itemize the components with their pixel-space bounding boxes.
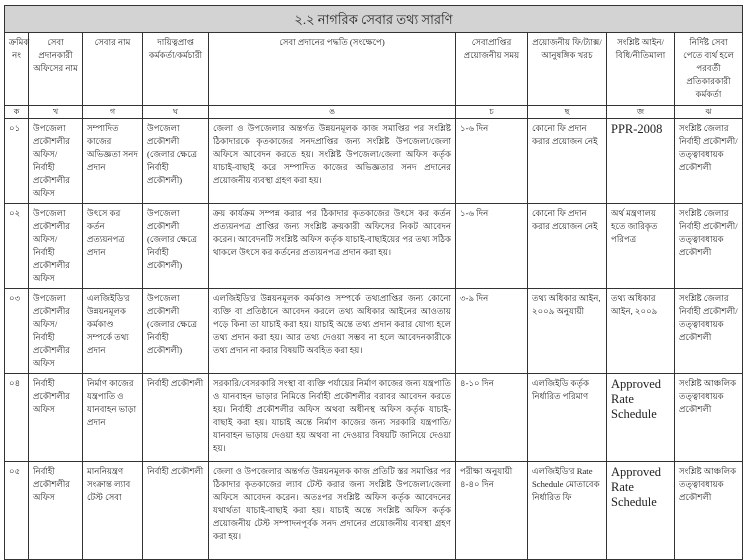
cell-officer: নির্বাহী প্রকৌশলী xyxy=(143,462,209,560)
cell-process: ক্রয় কার্যক্রম সম্পন্ন করার পর ঠিকাদার কৃতকাজের উৎসে কর কর্তন প্রত্যয়নপত্র প্রাপ্তির জন্য সংশ্লিষ্ট ক্রয়কারী অফিসের নিকট আবেদন করেন। আবেদনটি সংশ্লিষ্ট অফিস কর্তৃক যাচাই-বাছাইয়ের পর তথ্য সঠিক থাকলে উৎসে কর কর্তনের প্রত্যয়নপত্র প্রদান করা হয়। xyxy=(209,204,456,289)
cell-office: নির্বাহী প্রকৌশলীর অফিস xyxy=(29,462,83,560)
table-row xyxy=(5,119,743,204)
cell-office: উপজেলা প্রকৌশলীর অফিস/নির্বাহী প্রকৌশলীর অফিস xyxy=(29,204,83,289)
cell-no: ০৩ xyxy=(5,289,29,374)
table-title: ২.২ নাগরিক সেবার তথ্য সারণি xyxy=(5,6,743,33)
column-letter: ঝ xyxy=(675,106,743,119)
cell-officer: উপজেলা প্রকৌশলী (জেলার ক্ষেত্রে নির্বাহী প্রকৌশলী) xyxy=(143,289,209,374)
cell-office: উপজেলা প্রকৌশলীর অফিস/নির্বাহী প্রকৌশলীর অফিস xyxy=(29,119,83,204)
cell-appeal: সংশ্লিষ্ট জেলার নির্বাহী প্রকৌশলী/ তত্ত্বাবধায়ক প্রকৌশলী xyxy=(675,119,743,204)
cell-time: ১-৬ দিন xyxy=(456,119,528,204)
column-letter-row xyxy=(5,106,743,119)
cell-fee: কোনো ফি প্রদান করার প্রয়োজন নেই xyxy=(528,119,607,204)
cell-service: এলজিইডি'র উন্নয়নমূলক কর্মকাণ্ড সম্পর্কে তথ্য প্রদান xyxy=(83,289,143,374)
cell-process: এলজিইডি'র উন্নয়নমূলক কর্মকাণ্ড সম্পর্কে তথ্যপ্রাপ্তির জন্য কোনো ব্যক্তি বা প্রতিষ্ঠানে আবেদন করলে তথ্য অধিকার আইনের আওতায় পড়ে কিনা তা যাচাই করা হয়। যাচাই অন্তে তথ্য প্রদান করার যোগ্য হলে তথ্য প্রদান করা হয়। আর তথ্য দেওয়া সম্ভব না হলে আবেদনকারীকে তথ্য প্রদান না করার বিষয়টি অবহিত করা হয়। xyxy=(209,289,456,374)
column-header-required-time: সেবাপ্রাপ্তির প্রয়োজনীয় সময় xyxy=(456,33,528,106)
column-header-office-name: সেবা প্রদানকারী অফিসের নাম xyxy=(29,33,83,106)
table-row xyxy=(5,462,743,560)
cell-office: নির্বাহী প্রকৌশলীর অফিস xyxy=(29,374,83,462)
cell-service: সম্পাদিত কাজের অভিজ্ঞতা সনদ প্রদান xyxy=(83,119,143,204)
cell-appeal: সংশ্লিষ্ট জেলার নির্বাহী প্রকৌশলী/ তত্ত্বাবধায়ক প্রকৌশলী xyxy=(675,204,743,289)
cell-no: ০৫ xyxy=(5,462,29,560)
table-row xyxy=(5,374,743,462)
column-header-appeal-officer: নির্দিষ্ট সেবা পেতে ব্যর্থ হলে পরবর্তী প্রতিকারকারী কর্মকর্তা xyxy=(675,33,743,106)
cell-time: ৪-১০ দিন xyxy=(456,374,528,462)
column-header-service-procedure: সেবা প্রদানের পদ্ধতি (সংক্ষেপে) xyxy=(209,33,456,106)
citizen-service-table xyxy=(4,5,743,560)
cell-officer: উপজেলা প্রকৌশলী (জেলার ক্ষেত্রে নির্বাহী প্রকৌশলী) xyxy=(143,119,209,204)
cell-law: Approved Rate Schedule xyxy=(607,374,675,462)
cell-no: ০৪ xyxy=(5,374,29,462)
column-letter: জ xyxy=(607,106,675,119)
column-header-responsible-officer: দায়িত্বপ্রাপ্ত কর্মকর্তা/কর্মচারী xyxy=(143,33,209,106)
table-row xyxy=(5,289,743,374)
column-letter: ঙ xyxy=(209,106,456,119)
cell-service: নির্মাণ কাজের যন্ত্রপাতি ও যানবাহন ভাড়া প্রদান xyxy=(83,374,143,462)
cell-service: উৎসে কর কর্তন প্রত্যয়নপত্র প্রদান xyxy=(83,204,143,289)
cell-no: ০১ xyxy=(5,119,29,204)
column-letter: ঘ xyxy=(143,106,209,119)
cell-fee: এলজিইডি কর্তৃক নির্ধারিত পরিমাণ xyxy=(528,374,607,462)
column-letter: চ xyxy=(456,106,528,119)
cell-fee: কোনো ফি প্রদান করার প্রয়োজন নেই xyxy=(528,204,607,289)
cell-service: মাননিয়ন্ত্রণ সংক্রান্ত ল্যাব টেস্ট সেবা xyxy=(83,462,143,560)
cell-no: ০২ xyxy=(5,204,29,289)
cell-law: অর্থ মন্ত্রণালয় হতে জারিকৃত পরিপত্র xyxy=(607,204,675,289)
table-row xyxy=(5,204,743,289)
cell-appeal: সংশ্লিষ্ট আঞ্চলিক তত্ত্বাবধায়ক প্রকৌশলী xyxy=(675,374,743,462)
cell-process: জেলা ও উপজেলার অন্তর্গত উন্নয়নমূলক কাজ সমাপ্তির পর সংশ্লিষ্ট ঠিকাদারকে কৃতকাজের সনদপ্রাপ্তির জন্য সংশ্লিষ্ট উপজেলা/জেলা অফিসে আবেদন করতে হয়। সংশ্লিষ্ট উপজেলা/জেলা অফিস কর্তৃক যাচাই-বাছাই করে সম্পাদিত কাজের অভিজ্ঞতার সনদ প্রদানের প্রয়োজনীয় ব্যবস্থা গ্রহণ করা হয়। xyxy=(209,119,456,204)
column-letter: গ xyxy=(83,106,143,119)
cell-fee: এলজিইডি'র Rate Schedule মোতাবেক নির্ধারিত ফি xyxy=(528,462,607,560)
cell-process: সরকারি/বেসরকারি সংস্থা বা ব্যক্তি পর্যায়ের নির্মাণ কাজের জন্য যন্ত্রপাতি ও যানবাহন ভাড়ার নিমিত্তে নির্বাহী প্রকৌশলীর বরাবর আবেদন করতে হয়। নির্বাহী প্রকৌশলীর অফিস অথবা অধীনস্থ অফিস কর্তৃক যাচাই-বাছাই করা হয়। যাচাই অন্তে নির্মাণ কাজের জন্য সরকারি যন্ত্রপাতি/যানবাহন ভাড়ায় দেওয়া হয় অথবা না দেওয়ার বিষয়টি জানিয়ে দেওয়া হয়। xyxy=(209,374,456,462)
cell-fee: তথ্য অধিকার আইন, ২০০৯ অনুযায়ী xyxy=(528,289,607,374)
cell-office: উপজেলা প্রকৌশলীর অফিস/নির্বাহী প্রকৌশলীর অফিস xyxy=(29,289,83,374)
header-row xyxy=(5,33,743,106)
cell-law: তথ্য অধিকার আইন, ২০০৯ xyxy=(607,289,675,374)
cell-officer: উপজেলা প্রকৌশলী (জেলার ক্ষেত্রে নির্বাহী প্রকৌশলী) xyxy=(143,204,209,289)
column-header-required-fee: প্রয়োজনীয় ফি/ট্যাক্স/ আনুষঙ্গিক খরচ xyxy=(528,33,607,106)
column-header-service-name: সেবার নাম xyxy=(83,33,143,106)
column-header-serial-no: ক্রমিক নং xyxy=(5,33,29,106)
cell-appeal: সংশ্লিষ্ট আঞ্চলিক তত্ত্বাবধায়ক প্রকৌশলী xyxy=(675,462,743,560)
column-letter: ছ xyxy=(528,106,607,119)
column-header-related-law: সংশ্লিষ্ট আইন/ বিধি/নীতিমালা xyxy=(607,33,675,106)
cell-time: ১-৬ দিন xyxy=(456,204,528,289)
cell-appeal: সংশ্লিষ্ট জেলার নির্বাহী প্রকৌশলী/ তত্ত্বাবধায়ক প্রকৌশলী xyxy=(675,289,743,374)
cell-officer: নির্বাহী প্রকৌশলী xyxy=(143,374,209,462)
column-letter: খ xyxy=(29,106,83,119)
cell-time: পরীক্ষা অনুযায়ী ৪-৪০ দিন xyxy=(456,462,528,560)
cell-time: ৩-৯ দিন xyxy=(456,289,528,374)
cell-law: Approved Rate Schedule xyxy=(607,462,675,560)
column-letter: ক xyxy=(5,106,29,119)
cell-process: জেলা ও উপজেলার অন্তর্গত উন্নয়নমূলক কাজ প্রতিটি স্তর সমাপ্তির পর ঠিকাদার কৃতকাজের ল্যাব টেস্ট করার জন্য সংশ্লিষ্ট উপজেলা/জেলা অফিসে আবেদন করেন। অতঃপর সংশ্লিষ্ট অফিস কর্তৃক আবেদনের যথার্থতা যাচাই-বাছাই করা হয়। যাচাই অন্তে সংশ্লিষ্ট অফিস কর্তৃক প্রয়োজনীয় টেস্ট সম্পাদনপূর্বক সনদ প্রদানের প্রয়োজনীয় ব্যবস্থা গ্রহণ করা হয়। xyxy=(209,462,456,560)
cell-law: PPR-2008 xyxy=(607,119,675,204)
